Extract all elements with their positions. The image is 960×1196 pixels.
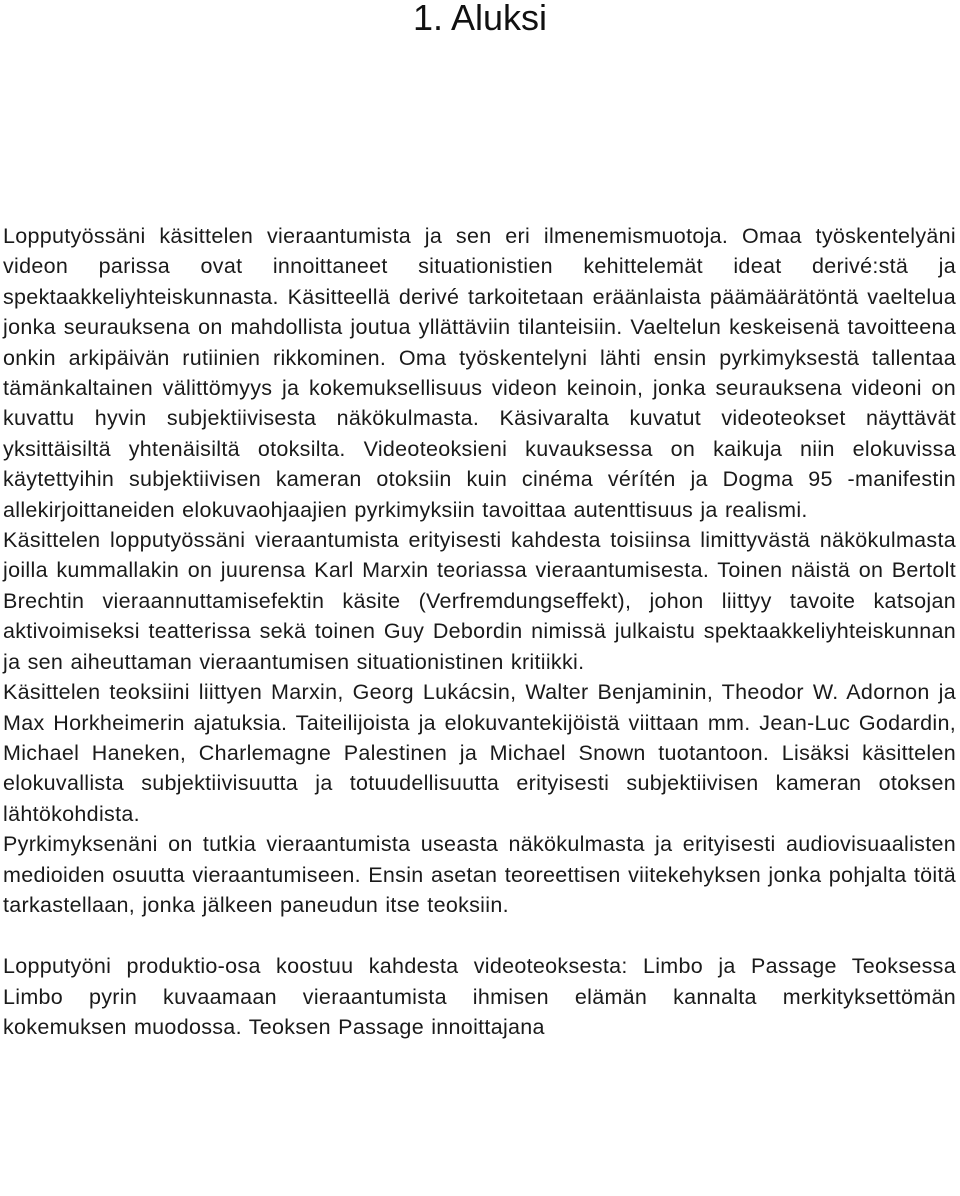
section-heading: 1. Aluksi bbox=[412, 0, 548, 38]
paragraph-gap bbox=[3, 920, 956, 951]
paragraph-aim: Pyrkimyksenäni on tutkia vieraantumista useasta näkökulmasta ja erityisesti audiovisuaalisten medioiden osuutta vieraantumiseen. Ensin asetan teoreettisen viitekehyksen jonka pohjalta töitä tarkastellaan, jonka jälkeen paneudun itse teoksiin. bbox=[3, 832, 956, 917]
body-text bbox=[3, 221, 956, 1043]
paragraph-theorists: Käsittelen teoksiini liittyen Marxin, Georg Lukácsin, Walter Benjaminin, Theodor W. Adornon ja Max Horkheimerin ajatuksia. Taiteilijoista ja elokuvantekijöistä viittaan mm. Jean-Luc Godardin, Michael Haneken, Charlemagne Palestinen ja Michael Snown tuotantoon. Lisäksi käsittelen elokuvallista subjektiivisuutta ja totuudellisuutta erityisesti subjektiivisen kameran otoksen lähtökohdista. bbox=[3, 680, 956, 826]
paragraph-intro: Lopputyössäni käsittelen vieraantumista ja sen eri ilmenemismuotoja. Omaa työskentelyäni videon parissa ovat innoittaneet situationistien kehittelemät ideat derivé:stä ja spektaakkeliyhteiskunnasta. Käsitteellä derivé tarkoitetaan eräänlaista päämäärätöntä vaeltelua jonka seurauksena on mahdollista joutua yllättäviin tilanteisiin. Vaeltelun keskeisenä tavoitteena onkin arkipäivän rutiinien rikkominen. Oma työskentelyni lähti ensin pyrkimyksestä tallentaa tämänkaltainen välittömyys ja kokemuksellisuus videon keinoin, jonka seurauksena videoni on kuvattu hyvin subjektiivisesta näkökulmasta. Käsivaralta kuvatut videoteokset näyttävät yksittäisiltä yhtenäisiltä otoksilta. Videoteoksieni kuvauksessa on kaikuja niin elokuvissa käytettyihin subjektiivisen kameran otoksiin kuin cinéma vérítén ja Dogma 95 -manifestin allekirjoittaneiden elokuvaohjaajien pyrkimyksiin tavoittaa autenttisuus ja realismi. bbox=[3, 224, 956, 522]
paragraph-alienation-perspectives: Käsittelen lopputyössäni vieraantumista erityisesti kahdesta toisiinsa limittyvästä näkökulmasta joilla kummallakin on juurensa Karl Marxin teoriassa vieraantumisesta. Toinen näistä on Bertolt Brechtin vieraannuttamisefektin käsite (Verfremdungseffekt), johon liittyy tavoite katsojan aktivoimiseksi teatterissa sekä toinen Guy Debordin nimissä julkaistu spektaakkeliyhteiskunnan ja sen aiheuttaman vieraantumisen situationistinen kritiikki. bbox=[3, 528, 956, 674]
paragraph-production: Lopputyöni produktio-osa koostuu kahdesta videoteoksesta: Limbo ja Passage Teoksessa Limbo pyrin kuvaamaan vieraantumista ihmisen elämän kannalta merkityksettömän kokemuksen muodossa. Teoksen Passage innoittajana bbox=[3, 954, 956, 1040]
